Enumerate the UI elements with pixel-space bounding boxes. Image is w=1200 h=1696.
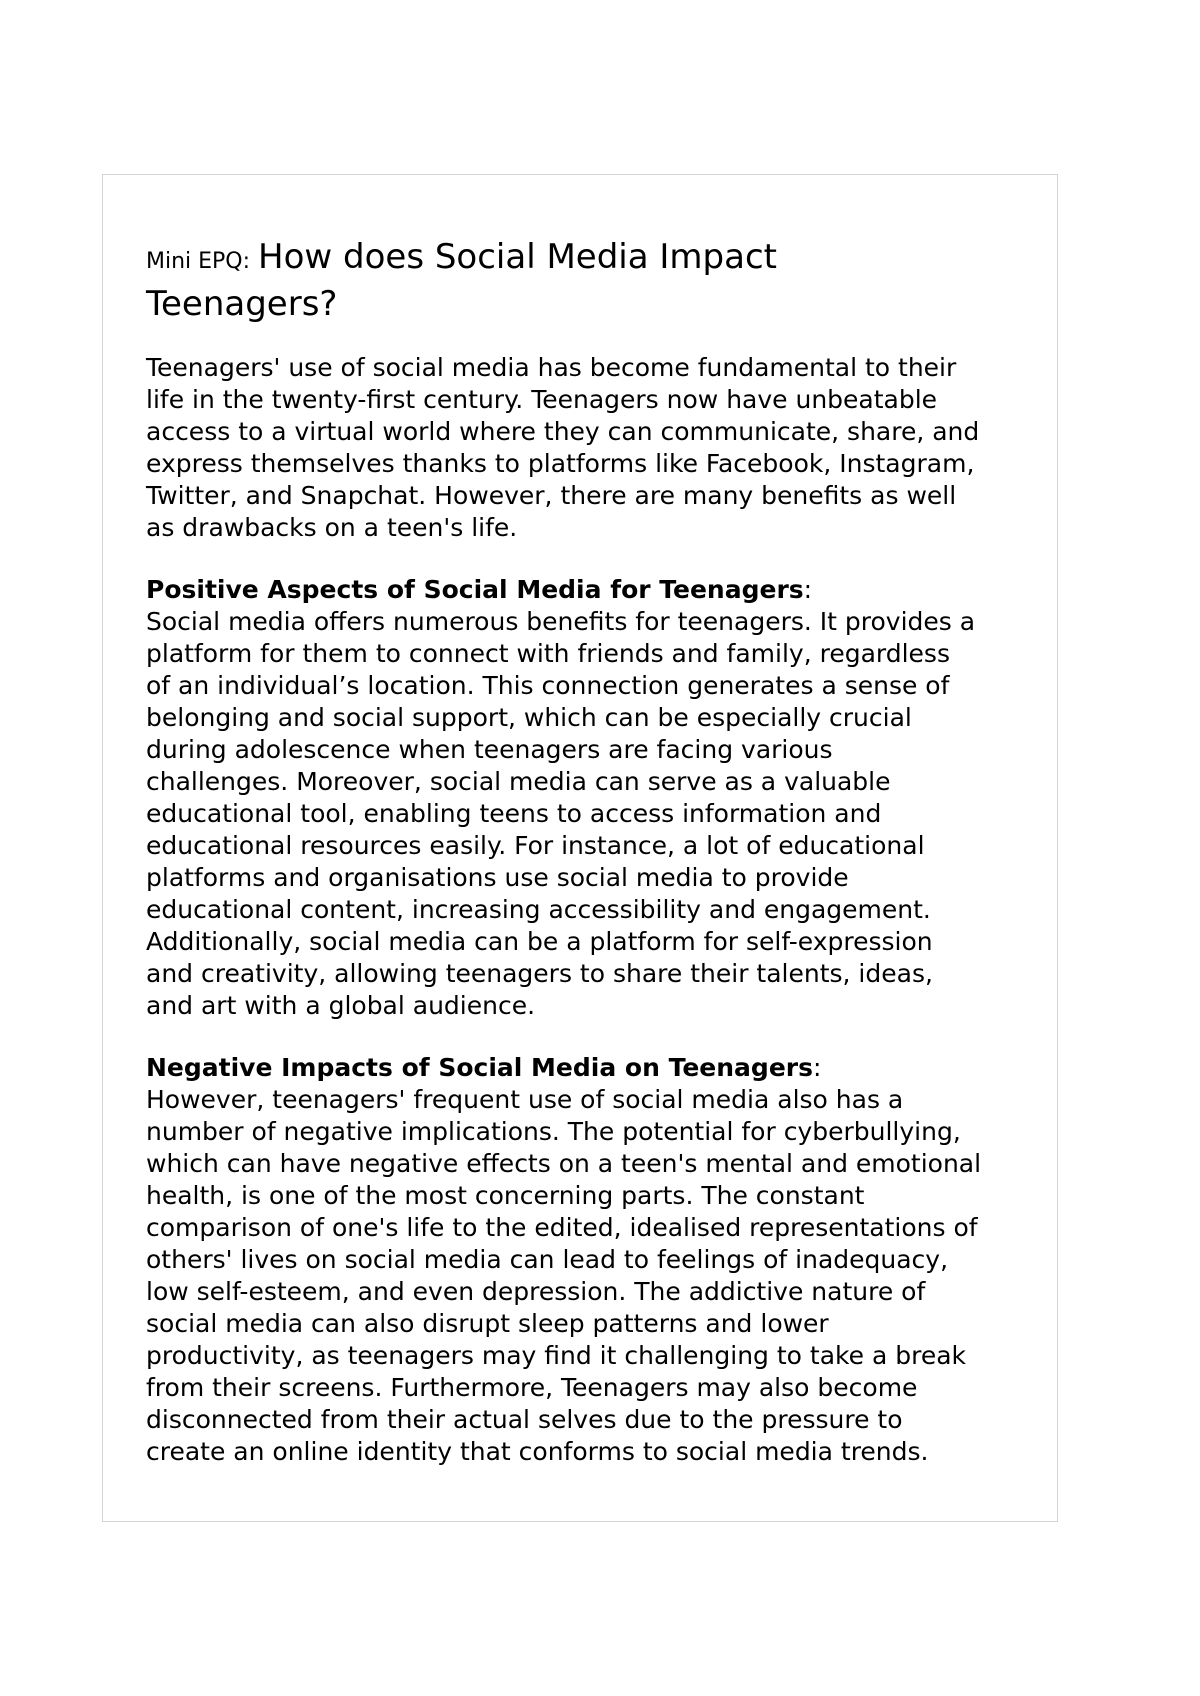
document-title [146, 236, 1066, 326]
document-content [146, 236, 1066, 1498]
title-prefix: Mini EPQ: [146, 249, 251, 274]
positive-heading [146, 574, 1066, 606]
positive-heading-colon: : [803, 575, 813, 604]
title-line-1: How does Social Media Impact [258, 237, 777, 277]
negative-body: However, teenagers' frequent use of social media also has a number of negative implications. The potential for cyberbullying, which can have negative effects on a teen's mental and emotional health, is one of the most concerning parts. The constant comparison of one's life to the edited, idealised representations of others' lives on social media can lead to feelings of inadequacy, low self-esteem, and even depression. The addictive nature of social media can also disrupt sleep patterns and lower productivity, as teenagers may find it challenging to take a break from their screens. Furthermore, Teenagers may also become disconnected from their actual selves due to the pressure to create an online identity that conforms to social media trends. [146, 1085, 982, 1466]
positive-body: Social media offers numerous benefits for teenagers. It provides a platform for them to connect with friends and family, regardless of an individual’s location. This connection generates a sense of belonging and social support, which can be especially crucial during adolescence when teenagers are facing various challenges. Moreover, social media can serve as a valuable educational tool, enabling teens to access information and educational resources easily. For instance, a lot of educational platforms and organisations use social media to provide educational content, increasing accessibility and engagement. Additionally, social media can be a platform for self-expression and creativity, allowing teenagers to share their talents, ideas, and art with a global audience. [146, 607, 976, 1020]
positive-heading-text: Positive Aspects of Social Media for Teenagers [146, 575, 804, 604]
intro-paragraph: Teenagers' use of social media has become fundamental to their life in the twenty-first century. Teenagers now have unbeatable access to a virtual world where they can communicate, share, and express themselves thanks to platforms like Facebook, Instagram, Twitter, and Snapchat. However, there are many benefits as well as drawbacks on a teen's life. [146, 353, 980, 542]
positive-section [146, 574, 1066, 1022]
negative-heading [146, 1052, 1066, 1084]
title-line-2: Teenagers? [146, 284, 338, 324]
negative-section [146, 1052, 1066, 1468]
negative-heading-colon: : [812, 1053, 822, 1082]
negative-heading-text: Negative Impacts of Social Media on Teenagers [146, 1053, 813, 1082]
